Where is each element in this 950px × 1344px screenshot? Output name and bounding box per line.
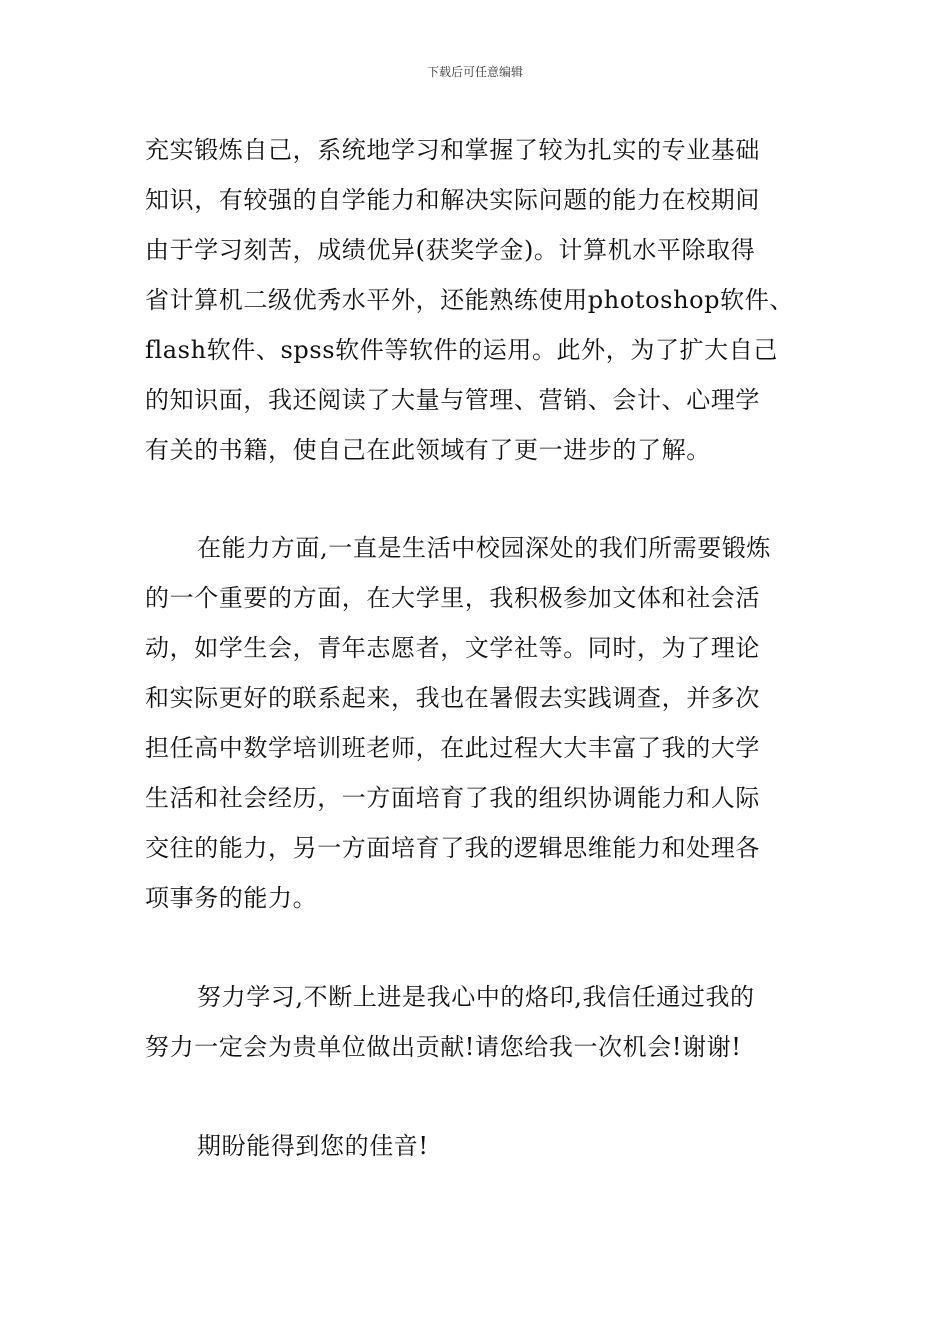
text-line: 的一个重要的方面，在大学里，我积极参加文体和社会活: [145, 584, 760, 612]
text-line: 项事务的能力。: [145, 884, 318, 912]
text-line: 生活和社会经历，一方面培育了我的组织协调能力和人际: [145, 784, 760, 812]
paragraph-ability: [145, 523, 865, 923]
text-line: flash软件、spss软件等软件的运用。此外，为了扩大自己: [145, 336, 778, 364]
text-line: 努力一定会为贵单位做出贡献!请您给我一次机会!谢谢!: [145, 1033, 742, 1061]
text-line: 动，如学生会，青年志愿者，文学社等。同时，为了理论: [145, 634, 760, 662]
text-line: 交往的能力，另一方面培育了我的逻辑思维能力和处理各: [145, 834, 760, 862]
text-line: 有关的书籍，使自己在此领域有了更一进步的了解。: [145, 436, 711, 464]
paragraph-education: [145, 125, 865, 475]
text-line: 由于学习刻苦，成绩优异(获奖学金)。计算机水平除取得: [145, 236, 756, 264]
text-line: 期盼能得到您的佳音!: [197, 1132, 429, 1160]
text-line: 的知识面，我还阅读了大量与管理、营销、会计、心理学: [145, 386, 760, 414]
text-line: 知识，有较强的自学能力和解决实际问题的能力在校期间: [145, 186, 760, 214]
text-line: 担任高中数学培训班老师，在此过程大大丰富了我的大学: [145, 734, 760, 762]
text-line: 省计算机二级优秀水平外，还能熟练使用photoshop软件、: [145, 286, 794, 314]
paragraph-closing: [145, 1121, 865, 1171]
page-header: 下载后可任意编辑: [426, 65, 523, 79]
text-line: 和实际更好的联系起来，我也在暑假去实践调查，并多次: [145, 684, 760, 712]
text-line: 充实锻炼自己，系统地学习和掌握了较为扎实的专业基础: [145, 136, 760, 164]
paragraph-commitment: [145, 972, 865, 1072]
text-line: 努力学习,不断上进是我心中的烙印,我信任通过我的: [197, 983, 755, 1011]
text-line: 在能力方面,一直是生活中校园深处的我们所需要锻炼: [197, 534, 772, 562]
